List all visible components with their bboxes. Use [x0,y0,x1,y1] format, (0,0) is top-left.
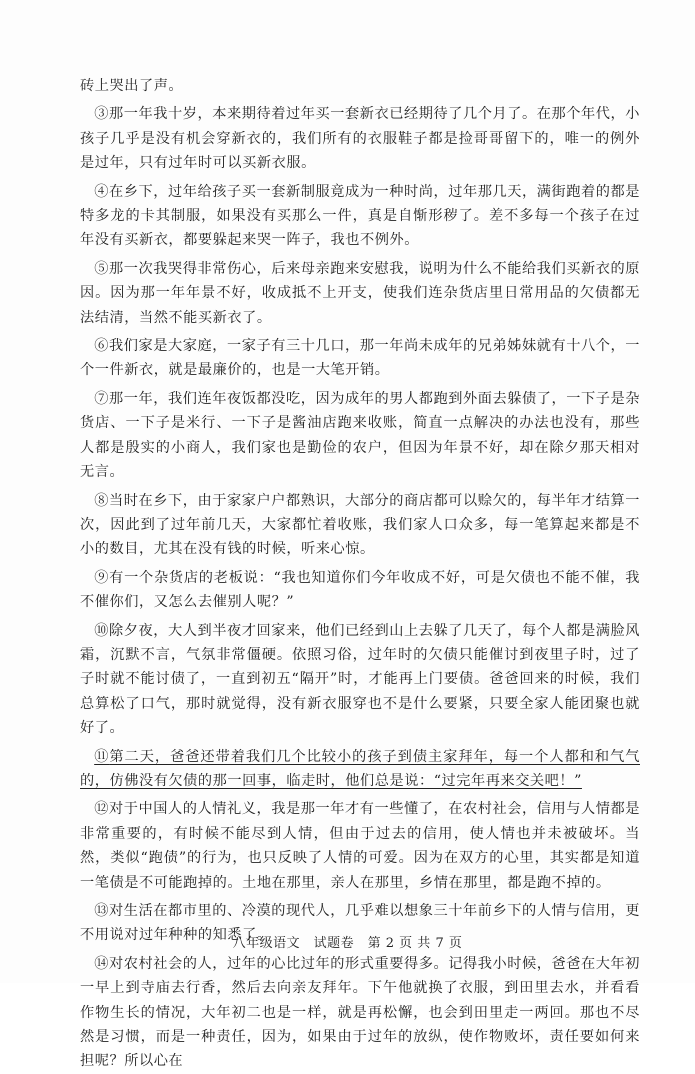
paragraph-7-number: ⑦ [94,390,109,407]
paragraph-14 [80,952,640,1074]
paragraph-13-number: ⑬ [94,903,109,919]
paragraph-10-text: 除夕夜，大人到半夜才回家来，他们已经到山上去躲了几天了，每个人都是满脸风霜，沉默不言，气氛非常僵硬。依照习俗，过年时的欠债只能催讨到夜里子时，过了子时就不能讨债了，一直到初五“隔开”时，才能再上门要债。爸爸回来的时候，我们总算松了口气，那时就觉得，没有新衣服穿也不是什么要紧，只要全家人能团聚也就好了。 [80,622,640,737]
paragraph-12 [80,797,640,895]
paragraph-4-number: ④ [94,183,109,200]
page-footer [0,932,695,951]
paragraph-14-text: 对农村社会的人，过年的心比过年的形式重要得多。记得我小时候，爸爸在大年初一早上到寺庙去行香，然后去向亲友拜年。下午他就换了衣服，到田里去水，并看看作物生长的情况，大年初二也是一样，就是再松懈，也会到田里走一两回。那也不尽然是习惯，而是一种责任，因为，如果由于过年的放纵，使作物败坏，责任要如何来担呢？所以心在 [80,955,640,1070]
paragraph-6-number: ⑥ [94,338,109,355]
paragraph-6 [80,334,640,383]
paragraph-3 [80,102,640,175]
paragraph-10 [80,619,640,741]
paragraph-13-text: 对生活在都市里的、冷漠的现代人，几乎难以想象三十年前乡下的人情与信用，更不用说对过年种种的知悉了。 [80,903,640,944]
paragraph-5 [80,257,640,330]
paragraph-8 [80,489,640,562]
paragraph-11-number: ⑪ [94,748,110,765]
lead-line-text: 砖上哭出了声。 [80,78,184,94]
paragraph-7-text: 那一年，我们连年夜饭都没吃，因为成年的男人都跑到外面去躲债了，一下子是杂货店、一下子是米行、一下子是酱油店跑来收账，简直一点解决的办法也没有，那些人都是殷实的小商人，我们家也是勤俭的农户，但因为年景不好，却在除夕那天相对无言。 [80,390,640,481]
paragraph-8-number: ⑧ [94,492,109,509]
paragraph-9-number: ⑨ [94,569,110,586]
paragraph-12-number: ⑫ [94,801,109,818]
page-footer-text: 八年级语文 试题卷 第 2 页 共 7 页 [232,936,463,951]
lead-line [80,74,640,98]
paragraph-5-text: 那一次我哭得非常伤心，后来母亲跑来安慰我，说明为什么不能给我们买新衣的原因。因为那一年年景不好，收成抵不上开支，使我们连杂货店里日常用品的欠债都无法结清，当然不能买新衣了。 [80,260,640,326]
paragraph-4-text: 在乡下，过年给孩子买一套新制服竟成为一种时尚，过年那几天，满街跑着的都是特多龙的卡其制服，如果没有买那么一件，真是自惭形秽了。差不多每一个孩子在过年没有买新衣，都要躲起来哭一阵子，我也不例外。 [80,183,640,249]
paragraph-11-text: 第二天，爸爸还带着我们几个比较小的孩子到债主家拜年，每一个人都和和气气的，仿佛没有欠债的那一回事，临走时，他们总是说：“过完年再来交关吧！” [80,748,640,789]
paragraph-5-number: ⑤ [94,260,109,277]
paragraph-9 [80,566,640,615]
paragraph-11 [80,745,640,794]
paragraph-4 [80,180,640,253]
paragraph-9-text: 有一个杂货店的老板说：“我也知道你们今年收成不好，可是欠债也不能不催，我不催你们，又怎么去催别人呢？” [80,569,640,611]
paragraph-12-text: 对于中国人的人情礼义，我是那一年才有一些懂了，在农村社会，信用与人情都是非常重要的，有时候不能尽到人情，但由于过去的信用，使人情也并未被破坏。当然，类似“跑债”的行为，也只反映了人情的可爱。因为在双方的心里，其实都是知道一笔债是不可能跑掉的。土地在那里，亲人在那里，乡情在那里，都是跑不掉的。 [80,801,640,891]
paragraph-14-number: ⑭ [94,955,109,972]
paragraph-3-text: 那一年我十岁，本来期待着过年买一套新衣已经期待了几个月了。在那个年代，小孩子几乎是没有机会穿新衣的，我们所有的衣服鞋子都是捡哥哥留下的，唯一的例外是过年，只有过年时可以买新衣服。 [80,106,640,172]
article-body [80,74,640,1074]
paragraph-7 [80,387,640,485]
paragraph-8-text: 当时在乡下，由于家家户户都熟识，大部分的商店都可以赊欠的，每半年才结算一次，因此到了过年前几天，大家都忙着收账，我们家人口众多，每一笔算起来都是不小的数目，尤其在没有钱的时候，听来心惊。 [80,492,640,558]
paragraph-6-text: 我们家是大家庭，一家子有三十几口，那一年尚未成年的兄弟姊妹就有十八个，一个一件新衣，就是最廉价的，也是一大笔开销。 [80,338,640,379]
paragraph-10-number: ⑩ [94,622,109,639]
paragraph-3-number: ③ [94,106,109,123]
